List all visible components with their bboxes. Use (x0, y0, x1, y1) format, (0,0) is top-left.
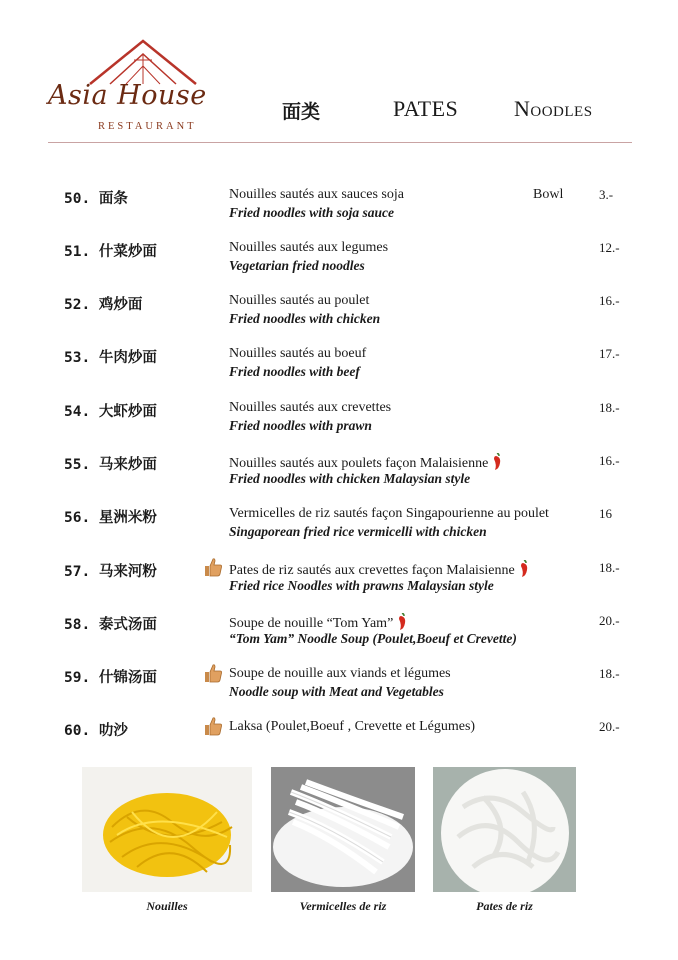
item-name-french-text: Laksa (Poulet,Boeuf , Crevette et Légumes) (229, 719, 476, 734)
thumbs-up-icon (202, 715, 224, 742)
item-name-french-text: Vermicelles de riz sautés façon Singapourienne au poulet (229, 506, 549, 521)
item-name-english: Fried noodles with soja sauce (229, 205, 395, 220)
item-name-english: Noodle soup with Meat and Vegetables (229, 684, 444, 699)
menu-item (0, 719, 678, 769)
item-name-french (229, 400, 391, 416)
item-number-chinese: 50. 面条 (64, 191, 128, 207)
item-price: 16.- (599, 293, 620, 308)
header-divider (48, 142, 632, 143)
item-number-chinese: 60. 叻沙 (64, 723, 128, 739)
logo-name: Asia House (48, 80, 207, 111)
menu-item (0, 613, 678, 663)
menu-item (0, 346, 678, 396)
title-chinese: 面类 (282, 101, 321, 123)
item-name-french (229, 293, 369, 309)
logo-subtitle: RESTAURANT (98, 121, 197, 132)
item-name-english: Fried noodles with chicken (229, 311, 381, 326)
item-number-chinese: 54. 大虾炒面 (64, 404, 157, 420)
item-name-french-text: Soupe de nouille “Tom Yam” (229, 616, 394, 631)
item-number-chinese: 53. 牛肉炒面 (64, 350, 157, 366)
item-name-french (229, 187, 404, 203)
item-price: 17.- (599, 346, 620, 361)
item-name-french (229, 346, 366, 362)
caption-pates-de-riz: Pates de riz (476, 899, 533, 913)
item-name-french-text: Nouilles sautés aux crevettes (229, 400, 392, 415)
menu-item (0, 293, 678, 343)
photo-nouilles (82, 767, 252, 892)
item-name-french-text: Nouilles sautés aux legumes (229, 240, 389, 255)
item-name-english: Fried noodles with chicken Malaysian style (229, 471, 471, 486)
photo-pates-de-riz (433, 767, 576, 892)
item-number-chinese: 56. 星洲米粉 (64, 510, 157, 526)
item-price: 20.- (599, 613, 620, 628)
menu-header (0, 0, 678, 145)
restaurant-logo (48, 38, 238, 138)
item-name-french-text: Nouilles sautés au boeuf (229, 346, 367, 361)
menu-item (0, 400, 678, 450)
item-number-chinese: 59. 什锦汤面 (64, 670, 157, 686)
chili-pepper-icon (491, 453, 503, 476)
item-unit: Bowl (533, 187, 564, 202)
item-name-french (229, 240, 388, 256)
item-name-french-text: Nouilles sautés aux sauces soja (229, 187, 404, 202)
item-name-english: Fried noodles with beef (229, 364, 360, 379)
thumbs-up-icon (202, 662, 224, 689)
title-french: PATES (393, 96, 459, 121)
item-price: 20.- (599, 719, 620, 734)
menu-item (0, 240, 678, 290)
chili-pepper-icon (518, 560, 530, 583)
item-name-french (229, 719, 475, 735)
item-name-english: Fried rice Noodles with prawns Malaysian style (229, 578, 494, 593)
item-number-chinese: 58. 泰式汤面 (64, 617, 157, 633)
menu-item (0, 666, 678, 716)
item-number-chinese: 55. 马来炒面 (64, 457, 157, 473)
caption-vermicelles: Vermicelles de riz (299, 899, 387, 913)
item-name-french-text: Nouilles sautés aux poulets façon Malaisienne (229, 456, 489, 471)
title-english: Noodles (514, 96, 593, 121)
caption-nouilles: Nouilles (146, 899, 188, 913)
item-name-french-text: Pates de riz sautés aux crevettes façon Malaisienne (229, 563, 515, 578)
menu-item (0, 506, 678, 556)
menu-item (0, 187, 678, 237)
item-price: 16 (599, 506, 612, 521)
item-number-chinese: 57. 马来河粉 (64, 564, 157, 580)
item-number-chinese: 52. 鸡炒面 (64, 297, 143, 313)
item-name-english: Vegetarian fried noodles (229, 258, 365, 273)
thumbs-up-icon (202, 556, 224, 583)
photo-vermicelles (271, 767, 415, 892)
item-number-chinese: 51. 什菜炒面 (64, 244, 157, 260)
item-name-french-text: Soupe de nouille aux viands et légumes (229, 666, 451, 681)
item-price: 18.- (599, 560, 620, 575)
item-name-french (229, 506, 549, 522)
item-price: 16.- (599, 453, 620, 468)
item-name-english: “Tom Yam” Noodle Soup (Poulet,Boeuf et Crevette) (229, 631, 517, 646)
menu-item (0, 560, 678, 610)
item-price: 18.- (599, 666, 620, 681)
item-price: 12.- (599, 240, 620, 255)
menu-item (0, 453, 678, 503)
item-price: 3.- (599, 187, 614, 202)
item-name-english: Singaporean fried rice vermicelli with chicken (229, 524, 487, 539)
item-price: 18.- (599, 400, 620, 415)
roof-logo-icon (88, 38, 198, 86)
item-name-french-text: Nouilles sautés au poulet (229, 293, 370, 308)
item-name-french (229, 666, 451, 682)
item-name-english: Fried noodles with prawn (229, 418, 372, 433)
